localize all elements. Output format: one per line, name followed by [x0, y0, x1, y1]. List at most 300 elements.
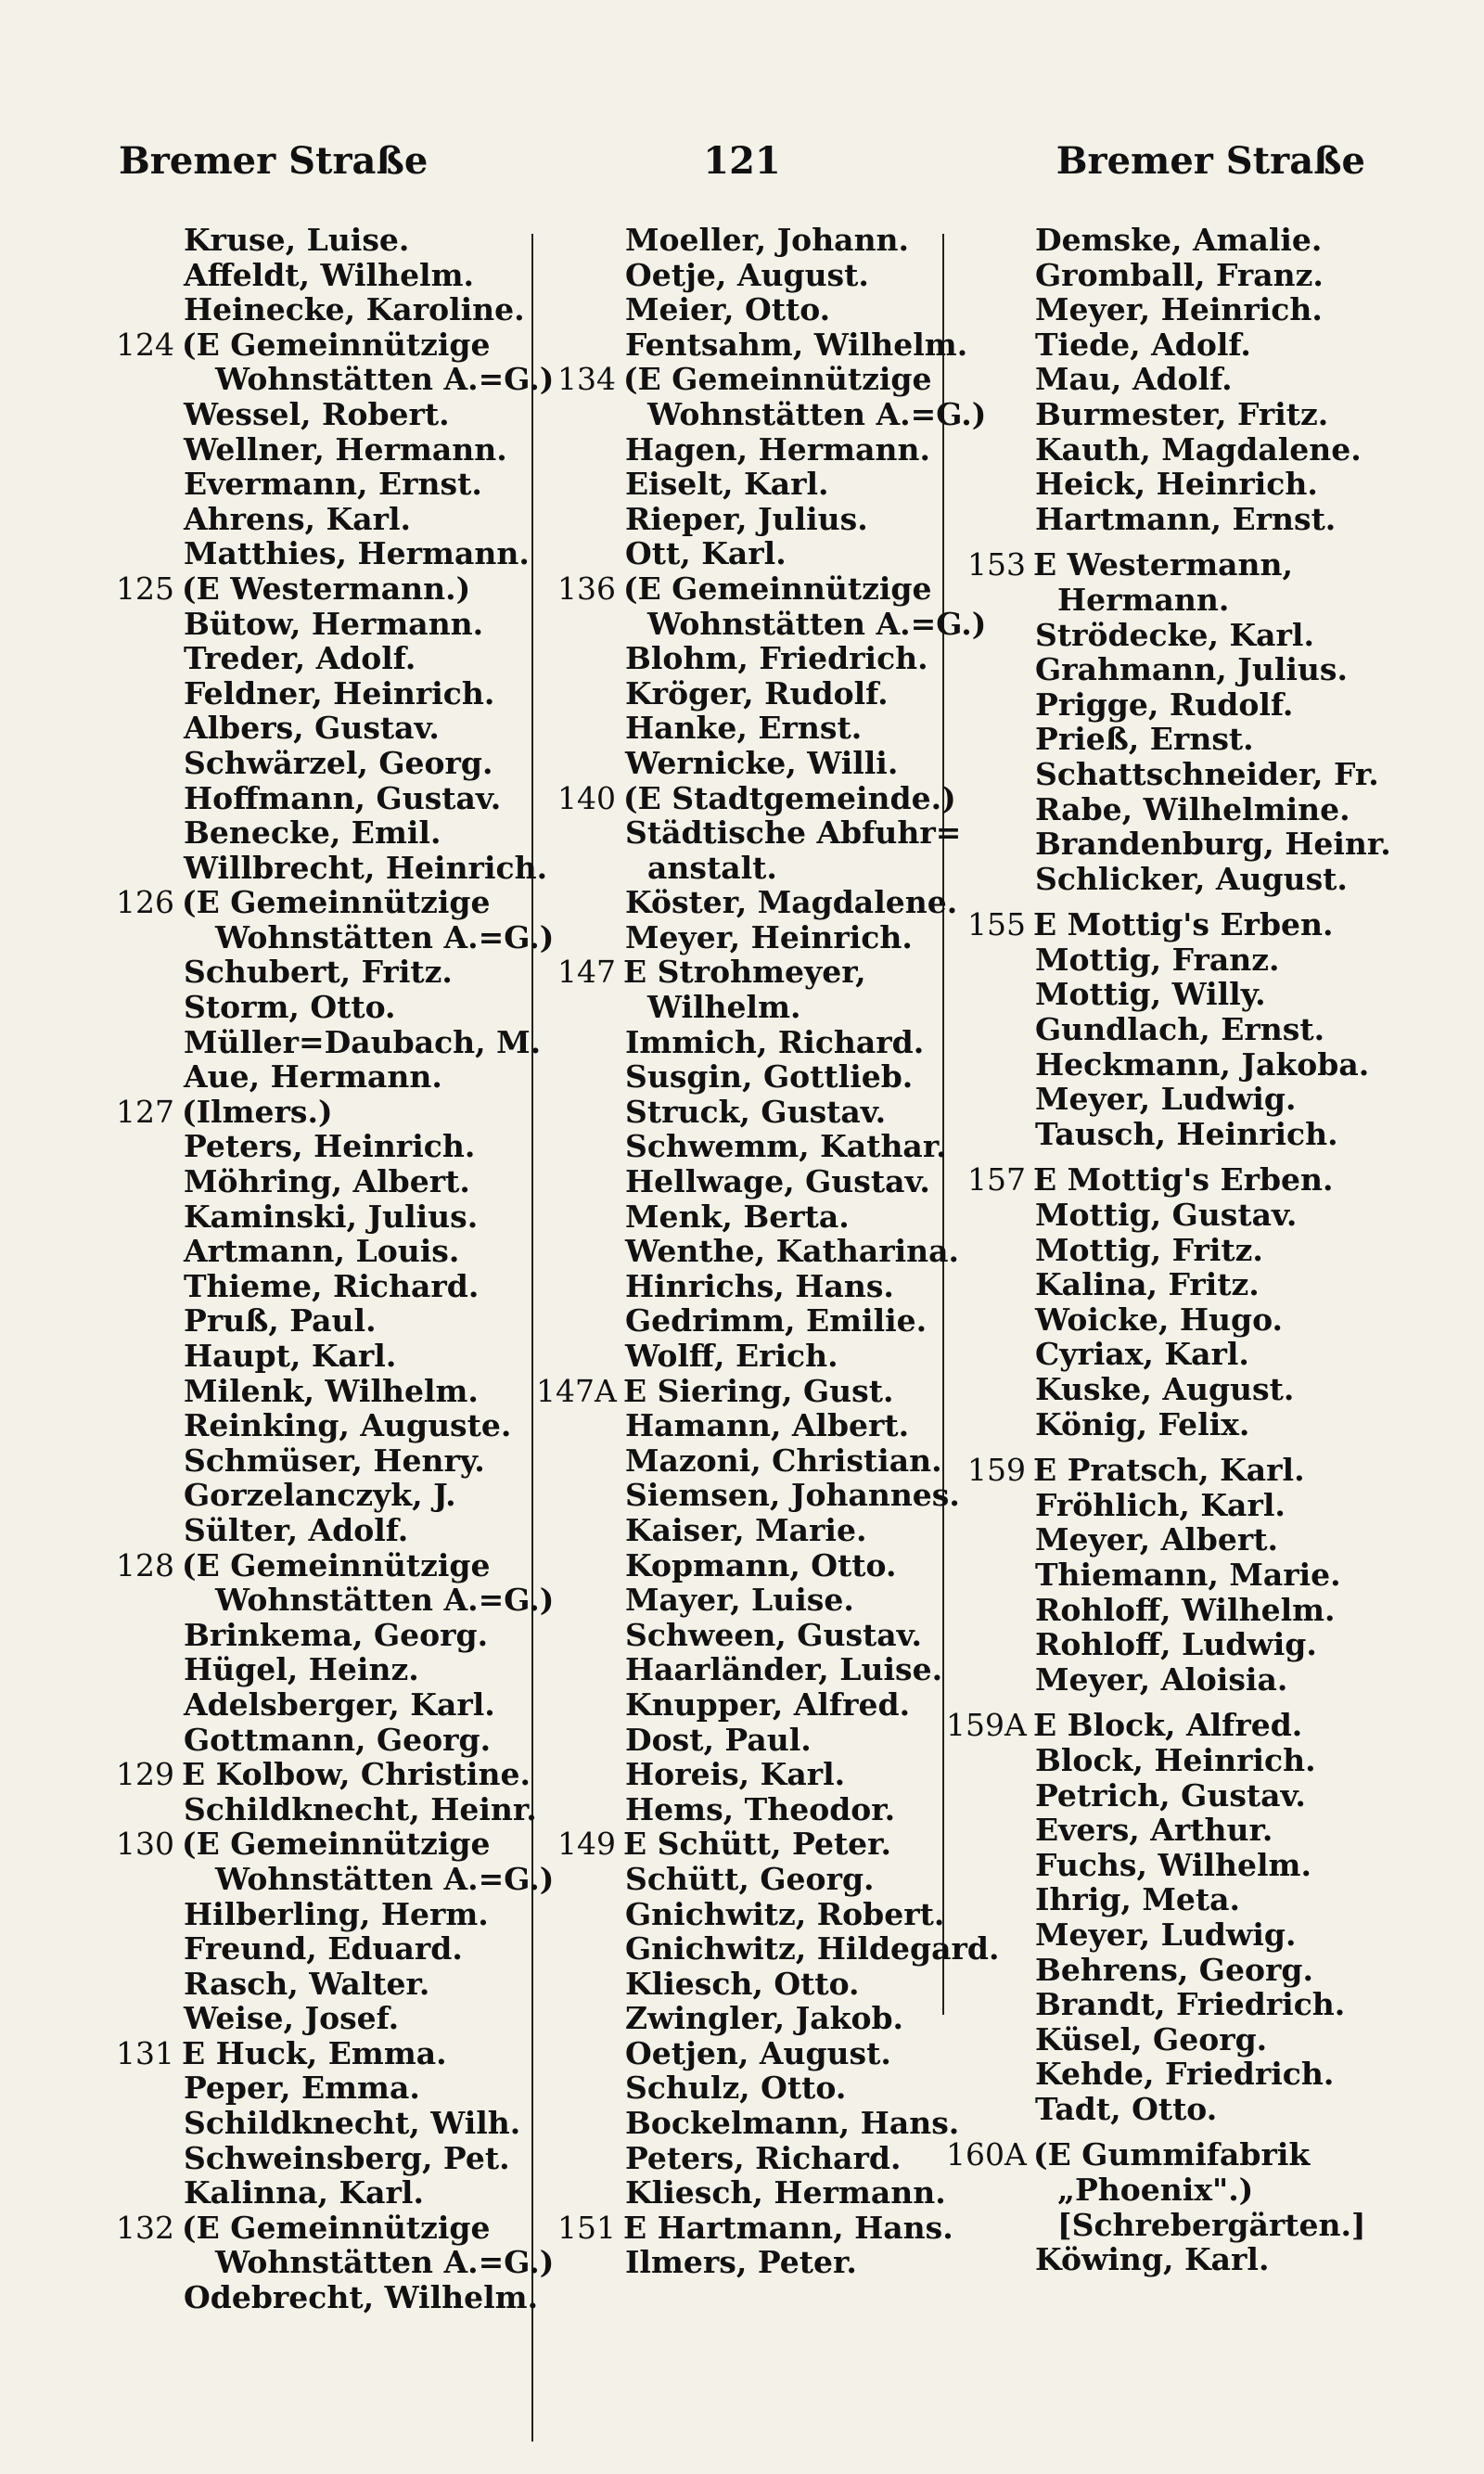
- entry-text: Hellwage, Gustav.: [625, 1163, 930, 1200]
- house-number: 157: [967, 1161, 1026, 1199]
- house-number: 127: [116, 1093, 174, 1130]
- entry-text: Thieme, Richard.: [184, 1267, 480, 1304]
- entry-text: „Phoenix".): [1057, 2172, 1254, 2209]
- entry-text: Dost, Paul.: [625, 1721, 812, 1758]
- resident-entry: [111, 1652, 525, 1687]
- entry-text: Rohloff, Wilhelm.: [1035, 1591, 1336, 1628]
- house-number: 126: [116, 884, 174, 921]
- resident-entry: [946, 1012, 1363, 1047]
- resident-entry: [111, 1687, 525, 1723]
- resident-entry: [946, 258, 1363, 293]
- resident-entry: [946, 432, 1363, 468]
- entry-text: Schwärzel, Georg.: [184, 744, 493, 781]
- resident-entry: [536, 467, 944, 502]
- resident-entry: [536, 2245, 944, 2280]
- entry-text: Woicke, Hugo.: [1035, 1301, 1284, 1338]
- resident-entry: [946, 2242, 1363, 2277]
- resident-entry: [536, 1583, 944, 1618]
- house-entry: [536, 955, 944, 990]
- resident-entry: [111, 1443, 525, 1479]
- entry-text: anstalt.: [647, 849, 777, 886]
- entry-text: Kaminski, Julius.: [184, 1198, 479, 1235]
- resident-entry: [946, 755, 1379, 792]
- entry-text: Meyer, Aloisia.: [1035, 1660, 1288, 1698]
- resident-entry: [536, 292, 944, 327]
- entry-text: Möhring, Albert.: [184, 1163, 470, 1200]
- entry-text: Brinkema, Georg.: [184, 1616, 489, 1653]
- entry-text: Benecke, Emil.: [184, 814, 441, 852]
- house-entry: [946, 2137, 1363, 2173]
- house-entry: [111, 1095, 525, 1130]
- entry-text: Schildknecht, Heinr.: [184, 1790, 537, 1827]
- entry-text: Rohloff, Ludwig.: [1035, 1626, 1317, 1663]
- entry-text: (E Gemeinnützige: [623, 570, 932, 607]
- entry-text: Schulz, Otto.: [625, 2070, 847, 2107]
- entry-text: Schwemm, Kathar.: [625, 1128, 947, 1165]
- page-header: [119, 139, 1365, 195]
- entry-text: Kliesch, Otto.: [625, 1965, 860, 2002]
- entry-text: Menk, Berta.: [625, 1198, 850, 1235]
- resident-entry: [946, 1233, 1363, 1268]
- entry-text: Mottig, Fritz.: [1035, 1231, 1263, 1268]
- resident-entry: [111, 1513, 525, 1548]
- entry-text: Wohnstätten A.=G.): [215, 918, 555, 955]
- entry-text: Artmann, Louis.: [184, 1233, 460, 1270]
- entry-text: Wohnstätten A.=G.): [647, 395, 987, 432]
- resident-entry: [111, 467, 525, 502]
- resident-entry: [946, 1987, 1363, 2022]
- entry-text: Meyer, Heinrich.: [625, 918, 913, 955]
- resident-entry: [536, 223, 944, 258]
- resident-entry: [946, 1627, 1363, 1662]
- entry-text: Heick, Heinrich.: [1035, 466, 1318, 503]
- resident-entry: [111, 258, 525, 293]
- entry-text: (E Gemeinnützige: [182, 2209, 491, 2246]
- entry-text: Adelsberger, Karl.: [184, 1686, 495, 1723]
- entry-text: Brandenburg, Heinr.: [1035, 826, 1391, 863]
- entry-text: Fentsahm, Wilhelm.: [625, 326, 968, 363]
- resident-entry: [536, 1687, 944, 1723]
- resident-entry: [536, 1059, 944, 1095]
- resident-entry: [536, 536, 944, 571]
- entry-text: E Kolbow, Christine.: [182, 1756, 531, 1793]
- resident-entry: [946, 2057, 1363, 2092]
- entry-text: Schween, Gustav.: [625, 1616, 923, 1653]
- resident-entry: [536, 851, 944, 886]
- entry-text: Bütow, Hermann.: [184, 605, 484, 642]
- resident-entry: [536, 1128, 947, 1165]
- entry-text: Haupt, Karl.: [184, 1338, 397, 1374]
- entry-text: Feldner, Heinrich.: [184, 674, 495, 711]
- entry-text: Horeis, Karl.: [625, 1756, 846, 1793]
- resident-entry: [946, 652, 1363, 687]
- entry-text: Hamann, Albert.: [625, 1407, 910, 1444]
- entry-text: Milenk, Wilhelm.: [184, 1372, 479, 1409]
- resident-entry: [111, 2279, 539, 2316]
- resident-entry: [536, 1897, 944, 1932]
- resident-entry: [111, 746, 525, 781]
- resident-entry: [946, 792, 1363, 827]
- resident-entry: [536, 502, 944, 537]
- resident-entry: [536, 1269, 944, 1304]
- entry-text: Siemsen, Johannes.: [625, 1477, 960, 1514]
- resident-entry: [111, 955, 525, 990]
- resident-entry: [111, 2175, 525, 2211]
- resident-entry: [946, 2173, 1363, 2208]
- entry-text: Zwingler, Jakob.: [625, 2000, 904, 2037]
- resident-entry: [536, 2141, 944, 2176]
- resident-entry: [946, 362, 1363, 397]
- entry-text: Evers, Arthur.: [1035, 1812, 1273, 1849]
- entry-text: Hagen, Hermann.: [625, 430, 930, 468]
- resident-entry: [111, 1164, 525, 1199]
- resident-entry: [946, 862, 1363, 897]
- entry-text: Immich, Richard.: [625, 1023, 925, 1060]
- entry-text: Eiselt, Karl.: [625, 466, 829, 503]
- resident-entry: [946, 687, 1363, 723]
- entry-text: Peters, Richard.: [625, 2139, 902, 2176]
- resident-entry: [111, 2244, 555, 2281]
- resident-entry: [946, 1813, 1363, 1848]
- resident-entry: [946, 292, 1363, 327]
- entry-text: Gundlach, Ernst.: [1035, 1011, 1325, 1048]
- entry-text: Müller=Daubach, M.: [184, 1023, 542, 1060]
- entry-text: E Schütt, Peter.: [623, 1826, 892, 1863]
- resident-entry: [111, 641, 525, 676]
- entry-text: Cyriax, Karl.: [1035, 1336, 1249, 1373]
- entry-text: Städtische Abfuhr=: [625, 814, 962, 852]
- house-number: 124: [116, 326, 174, 363]
- house-entry: [111, 327, 525, 363]
- entry-text: Wilhelm.: [647, 989, 801, 1026]
- entry-text: Freund, Eduard.: [184, 1930, 463, 1968]
- house-number: 136: [557, 570, 616, 607]
- resident-entry: [111, 1967, 525, 2002]
- entry-text: Rasch, Walter.: [184, 1965, 430, 2002]
- entry-text: Storm, Otto.: [184, 989, 396, 1026]
- entry-text: Treder, Adolf.: [184, 640, 416, 677]
- entry-text: Mazoni, Christian.: [625, 1442, 942, 1479]
- entry-text: Pruß, Paul.: [184, 1302, 377, 1340]
- resident-entry: [536, 1757, 944, 1792]
- entry-text: Knupper, Alfred.: [625, 1686, 911, 1723]
- resident-entry: [946, 1557, 1363, 1593]
- resident-entry: [946, 1117, 1363, 1152]
- resident-entry: [946, 1407, 1363, 1442]
- running-head-right: Bremer Straße: [1055, 139, 1365, 183]
- resident-entry: [946, 1372, 1363, 1407]
- resident-entry: [946, 1045, 1370, 1083]
- entry-text: Schattschneider, Fr.: [1035, 755, 1379, 792]
- house-entry: [111, 1548, 525, 1583]
- house-entry: [946, 1162, 1363, 1198]
- entry-text: Odebrecht, Wilhelm.: [184, 2279, 539, 2316]
- resident-entry: [111, 1408, 525, 1443]
- resident-entry: [536, 1095, 944, 1130]
- column-1: [111, 222, 555, 2430]
- entry-text: Grahmann, Julius.: [1035, 651, 1348, 688]
- entry-text: Tiede, Adolf.: [1035, 326, 1251, 363]
- resident-entry: [111, 1234, 525, 1269]
- entry-text: Schmüser, Henry.: [184, 1442, 485, 1479]
- resident-entry: [536, 1339, 944, 1374]
- column-divider-1: [531, 234, 533, 2442]
- resident-entry: [536, 711, 944, 746]
- entry-text: Meyer, Ludwig.: [1035, 1081, 1297, 1118]
- resident-entry: [536, 432, 944, 468]
- entry-text: Hanke, Ernst.: [625, 710, 863, 747]
- resident-entry: [946, 942, 1363, 978]
- entry-text: Gnichwitz, Hildegard.: [625, 1930, 1000, 1968]
- house-entry: [536, 1827, 944, 1862]
- resident-entry: [111, 1618, 525, 1653]
- entry-text: Kehde, Friedrich.: [1035, 2056, 1335, 2093]
- house-number: 125: [116, 570, 174, 607]
- entry-text: (E Gemeinnützige: [623, 361, 932, 398]
- resident-entry: [111, 502, 525, 537]
- house-number: 147A: [536, 1372, 617, 1409]
- resident-entry: [111, 1059, 525, 1095]
- entry-text: Ott, Karl.: [625, 535, 787, 572]
- entry-text: Evermann, Ernst.: [184, 466, 482, 503]
- entry-text: Köster, Magdalene.: [625, 884, 958, 921]
- entry-text: Fuchs, Wilhelm.: [1035, 1846, 1311, 1883]
- house-number: 134: [557, 361, 616, 398]
- resident-entry: [536, 605, 987, 642]
- resident-entry: [111, 1897, 525, 1932]
- resident-entry: [946, 1082, 1363, 1117]
- entry-text: König, Felix.: [1035, 1405, 1250, 1442]
- entry-text: Prigge, Rudolf.: [1035, 686, 1294, 723]
- house-entry: [946, 547, 1363, 583]
- entry-text: E Block, Alfred.: [1033, 1707, 1303, 1744]
- entry-text: Meyer, Ludwig.: [1035, 1916, 1297, 1953]
- entry-text: Kaiser, Marie.: [625, 1511, 867, 1548]
- entry-text: Wessel, Robert.: [184, 395, 450, 432]
- entry-text: Ahrens, Karl.: [184, 500, 412, 537]
- resident-entry: [111, 918, 555, 955]
- resident-entry: [111, 1860, 555, 1897]
- entry-text: Wohnstätten A.=G.): [215, 361, 555, 398]
- resident-entry: [536, 1025, 944, 1060]
- resident-entry: [946, 722, 1363, 757]
- house-number: 149: [557, 1826, 616, 1863]
- entry-text: E Mottig's Erben.: [1033, 1161, 1334, 1199]
- resident-entry: [946, 1953, 1363, 1988]
- entry-text: Wohnstätten A.=G.): [215, 1860, 555, 1897]
- house-number: 140: [557, 779, 616, 816]
- entry-text: Gromball, Franz.: [1035, 256, 1324, 293]
- house-number: 159A: [946, 1707, 1027, 1744]
- resident-entry: [946, 977, 1363, 1012]
- resident-entry: [946, 1337, 1363, 1372]
- entry-text: Mayer, Luise.: [625, 1582, 854, 1619]
- entry-text: Weise, Josef.: [184, 2000, 400, 2037]
- resident-entry: [536, 746, 944, 781]
- entry-text: Küsel, Georg.: [1035, 2020, 1268, 2057]
- resident-entry: [111, 1374, 525, 1409]
- entry-text: Peper, Emma.: [184, 2070, 420, 2107]
- entry-text: Meyer, Albert.: [1035, 1521, 1278, 1558]
- column-3: [946, 222, 1391, 2430]
- resident-entry: [111, 2106, 525, 2141]
- resident-entry: [536, 1930, 1000, 1968]
- entry-text: Kruse, Luise.: [184, 222, 410, 258]
- entry-text: Rabe, Wilhelmine.: [1035, 790, 1350, 827]
- resident-entry: [536, 676, 944, 711]
- entry-text: Susgin, Gottlieb.: [625, 1058, 914, 1096]
- resident-entry: [536, 2036, 944, 2071]
- entry-text: Strödecke, Karl.: [1035, 616, 1314, 653]
- entry-text: Blohm, Friedrich.: [625, 640, 928, 677]
- entry-text: Petrich, Gustav.: [1035, 1776, 1306, 1814]
- entry-text: Meyer, Heinrich.: [1035, 291, 1323, 328]
- resident-entry: [536, 920, 944, 955]
- resident-entry: [111, 1931, 525, 1967]
- resident-entry: [946, 1198, 1363, 1233]
- entry-text: Schubert, Fritz.: [184, 954, 453, 991]
- house-number: 132: [116, 2209, 174, 2246]
- entry-text: Tadt, Otto.: [1035, 2090, 1218, 2127]
- resident-entry: [111, 1023, 542, 1060]
- resident-entry: [946, 1302, 1363, 1338]
- resident-entry: [111, 1269, 525, 1304]
- entry-text: Gottmann, Georg.: [184, 1721, 492, 1758]
- resident-entry: [536, 2105, 960, 2142]
- resident-entry: [536, 1477, 960, 1514]
- entry-text: Hems, Theodor.: [625, 1790, 896, 1827]
- resident-entry: [111, 849, 548, 886]
- house-entry: [111, 1756, 531, 1793]
- entry-text: Bockelmann, Hans.: [625, 2105, 960, 2142]
- resident-entry: [111, 2141, 525, 2176]
- resident-entry: [111, 781, 525, 816]
- entry-text: Wohnstätten A.=G.): [647, 605, 987, 642]
- entry-text: Haarländer, Luise.: [625, 1651, 943, 1688]
- resident-entry: [536, 2070, 944, 2106]
- house-entry: [536, 1374, 944, 1409]
- entry-text: Aue, Hermann.: [184, 1058, 442, 1096]
- entry-text: Hoffmann, Gustav.: [184, 779, 502, 816]
- house-entry: [946, 907, 1363, 942]
- page-number: 121: [703, 139, 781, 183]
- entry-text: Matthies, Hermann.: [184, 535, 530, 572]
- entry-text: Moeller, Johann.: [625, 222, 910, 258]
- resident-entry: [536, 1233, 960, 1270]
- house-entry: [946, 1708, 1363, 1743]
- resident-entry: [536, 258, 944, 293]
- resident-entry: [536, 395, 987, 432]
- entry-text: Thiemann, Marie.: [1035, 1556, 1341, 1593]
- entry-text: (E Stadtgemeinde.): [623, 779, 956, 816]
- entry-text: Behrens, Georg.: [1035, 1951, 1313, 1988]
- resident-entry: [946, 1743, 1363, 1778]
- running-head-left: Bremer Straße: [119, 139, 429, 183]
- entry-text: Schildknecht, Wilh.: [184, 2105, 521, 2142]
- entry-text: Ihrig, Meta.: [1035, 1881, 1241, 1918]
- entry-text: Sülter, Adolf.: [184, 1511, 409, 1548]
- entry-text: (E Gemeinnützige: [182, 1826, 491, 1863]
- entry-text: (E Gemeinnützige: [182, 326, 491, 363]
- resident-entry: [946, 467, 1363, 502]
- resident-entry: [536, 1408, 944, 1443]
- resident-entry: [946, 1593, 1363, 1628]
- resident-entry: [946, 1917, 1363, 1953]
- entry-text: [Schrebergärten.]: [1057, 2206, 1366, 2243]
- house-entry: [111, 2211, 525, 2246]
- entry-text: Block, Heinrich.: [1035, 1741, 1316, 1778]
- house-entry: [536, 571, 944, 607]
- resident-entry: [946, 2092, 1363, 2127]
- resident-entry: [536, 1652, 944, 1687]
- resident-entry: [946, 1267, 1363, 1302]
- resident-entry: [946, 1778, 1363, 1814]
- entry-text: Kalina, Fritz.: [1035, 1266, 1260, 1303]
- resident-entry: [946, 1848, 1363, 1883]
- entry-text: Oetje, August.: [625, 256, 869, 293]
- house-entry: [536, 2209, 953, 2246]
- resident-entry: [536, 1723, 944, 1758]
- entry-text: Heckmann, Jakoba.: [1035, 1045, 1370, 1083]
- resident-entry: [946, 397, 1363, 432]
- entry-text: E Huck, Emma.: [182, 2034, 447, 2071]
- entry-text: Wenthe, Katharina.: [625, 1233, 960, 1270]
- entry-text: Mottig, Willy.: [1035, 976, 1266, 1013]
- house-number: 159: [967, 1452, 1026, 1489]
- resident-entry: [111, 1723, 525, 1758]
- resident-entry: [111, 397, 525, 432]
- entry-text: Brandt, Friedrich.: [1035, 1986, 1346, 2023]
- entry-text: Heinecke, Karoline.: [184, 291, 525, 328]
- house-number: 128: [116, 1546, 174, 1583]
- entry-text: Willbrecht, Heinrich.: [184, 849, 548, 886]
- resident-entry: [536, 884, 958, 921]
- entry-text: Rieper, Julius.: [625, 500, 868, 537]
- resident-entry: [111, 1129, 525, 1164]
- entry-text: Meier, Otto.: [625, 291, 831, 328]
- resident-entry: [946, 1882, 1363, 1917]
- resident-entry: [111, 1582, 555, 1619]
- resident-entry: [946, 1522, 1363, 1557]
- resident-entry: [946, 2206, 1366, 2243]
- resident-entry: [946, 223, 1363, 258]
- resident-entry: [111, 2001, 525, 2036]
- house-number: 130: [116, 1826, 174, 1863]
- house-number: 131: [116, 2034, 174, 2071]
- resident-entry: [536, 1513, 944, 1548]
- entry-text: (E Gemeinnützige: [182, 884, 491, 921]
- entry-text: Oetjen, August.: [625, 2034, 891, 2071]
- entry-text: (Ilmers.): [182, 1093, 333, 1130]
- entry-text: E Hartmann, Hans.: [623, 2209, 953, 2246]
- entry-text: Hinrichs, Hans.: [625, 1267, 894, 1304]
- entry-text: Prieß, Ernst.: [1035, 721, 1254, 758]
- entry-text: E Mottig's Erben.: [1033, 906, 1334, 943]
- entry-text: (E Gemeinnützige: [182, 1546, 491, 1583]
- entry-text: Burmester, Fritz.: [1035, 395, 1329, 432]
- resident-entry: [536, 1967, 944, 2002]
- entry-text: Schweinsberg, Pet.: [184, 2139, 510, 2176]
- entry-text: Wohnstätten A.=G.): [215, 2244, 555, 2281]
- entry-text: Köwing, Karl.: [1035, 2241, 1270, 2278]
- resident-entry: [111, 223, 525, 258]
- entry-text: Affeldt, Wilhelm.: [184, 256, 475, 293]
- resident-entry: [536, 1199, 944, 1235]
- entry-text: Hügel, Heinz.: [184, 1651, 419, 1688]
- resident-entry: [536, 1792, 944, 1827]
- resident-entry: [111, 711, 525, 746]
- resident-entry: [111, 815, 525, 851]
